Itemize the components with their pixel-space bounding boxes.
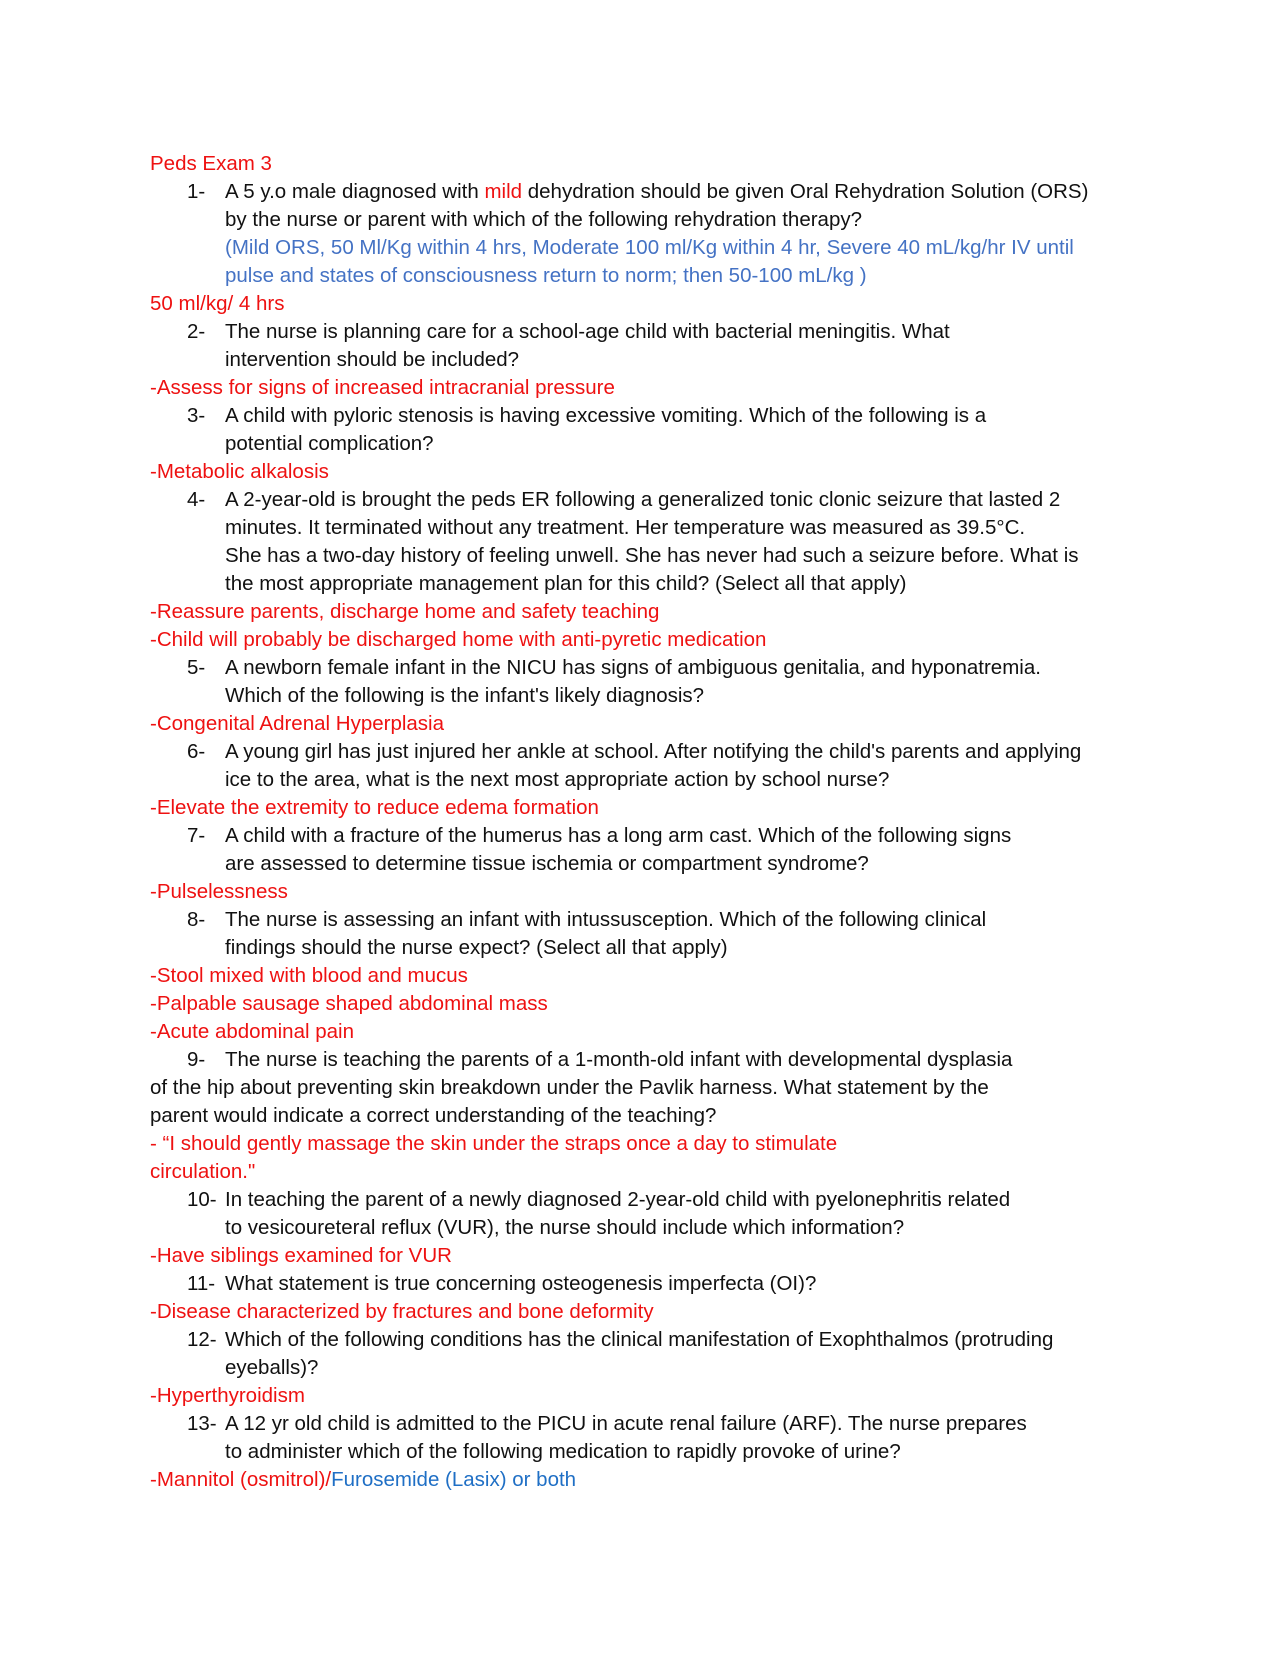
question-number: 8- xyxy=(187,908,206,931)
answer-3: -Metabolic alkalosis xyxy=(150,460,329,483)
question-13-line: to administer which of the following medication to rapidly provoke of urine? xyxy=(225,1440,901,1463)
question-9-line: The nurse is teaching the parents of a 1-month-old infant with developmental dysplasia xyxy=(225,1048,1013,1071)
answer-9-cont: circulation." xyxy=(150,1160,256,1183)
answer-13-blue: Furosemide (Lasix) or both xyxy=(331,1468,577,1491)
question-text: A 5 y.o male diagnosed with xyxy=(225,180,485,203)
question-number: 9- xyxy=(187,1048,206,1071)
question-11-line: What statement is true concerning osteogenesis imperfecta (OI)? xyxy=(225,1272,817,1295)
question-1-note: (Mild ORS, 50 Ml/Kg within 4 hrs, Moderate 100 ml/Kg within 4 hr, Severe 40 mL/kg/hr IV until xyxy=(225,236,1074,259)
question-9-line: of the hip about preventing skin breakdown under the Pavlik harness. What statement by the xyxy=(150,1076,989,1099)
question-2-line: intervention should be included? xyxy=(225,348,520,371)
answer-9: - “I should gently massage the skin under the straps once a day to stimulate xyxy=(150,1132,838,1155)
question-4-line: minutes. It terminated without any treatment. Her temperature was measured as 39.5°C. xyxy=(225,516,1026,539)
question-number: 13- xyxy=(187,1412,217,1435)
answer-1: 50 ml/kg/ 4 hrs xyxy=(150,292,285,315)
question-10-line: to vesicoureteral reflux (VUR), the nurse should include which information? xyxy=(225,1216,905,1239)
question-13-line: A 12 yr old child is admitted to the PICU in acute renal failure (ARF). The nurse prepares xyxy=(225,1412,1027,1435)
question-number: 7- xyxy=(187,824,206,847)
question-6-line: ice to the area, what is the next most appropriate action by school nurse? xyxy=(225,768,890,791)
question-5-line: A newborn female infant in the NICU has signs of ambiguous genitalia, and hyponatremia. xyxy=(225,656,1041,679)
question-1-note: pulse and states of consciousness return to norm; then 50-100 mL/kg ) xyxy=(225,264,867,287)
answer-8c: -Acute abdominal pain xyxy=(150,1020,354,1043)
question-12-line: eyeballs)? xyxy=(225,1356,319,1379)
answer-5: -Congenital Adrenal Hyperplasia xyxy=(150,712,445,735)
answer-4b: -Child will probably be discharged home with anti-pyretic medication xyxy=(150,628,767,651)
question-8-line: The nurse is assessing an infant with intussusception. Which of the following clinical xyxy=(225,908,987,931)
question-text: dehydration should be given Oral Rehydration Solution (ORS) xyxy=(522,180,1089,203)
question-number: 11- xyxy=(187,1272,216,1295)
question-1-line xyxy=(225,178,1088,206)
question-10-line: In teaching the parent of a newly diagnosed 2-year-old child with pyelonephritis related xyxy=(225,1188,1011,1211)
answer-8b: -Palpable sausage shaped abdominal mass xyxy=(150,992,548,1015)
question-number: 5- xyxy=(187,656,206,679)
question-number: 10- xyxy=(187,1188,217,1211)
question-number: 6- xyxy=(187,740,206,763)
answer-7: -Pulselessness xyxy=(150,880,288,903)
answer-13 xyxy=(150,1466,576,1494)
question-number: 2- xyxy=(187,320,206,343)
question-2-line: The nurse is planning care for a school-age child with bacterial meningitis. What xyxy=(225,320,950,343)
answer-2: -Assess for signs of increased intracranial pressure xyxy=(150,376,615,399)
question-9-line: parent would indicate a correct understanding of the teaching? xyxy=(150,1104,717,1127)
question-number: 12- xyxy=(187,1328,217,1351)
answer-8a: -Stool mixed with blood and mucus xyxy=(150,964,468,987)
answer-12: -Hyperthyroidism xyxy=(150,1384,305,1407)
question-7-line: A child with a fracture of the humerus has a long arm cast. Which of the following signs xyxy=(225,824,1012,847)
answer-11: -Disease characterized by fractures and bone deformity xyxy=(150,1300,654,1323)
answer-6: -Elevate the extremity to reduce edema formation xyxy=(150,796,599,819)
question-7-line: are assessed to determine tissue ischemia or compartment syndrome? xyxy=(225,852,869,875)
question-3-line: potential complication? xyxy=(225,432,434,455)
document-title: Peds Exam 3 xyxy=(150,152,272,175)
question-12-line: Which of the following conditions has the clinical manifestation of Exophthalmos (protruding xyxy=(225,1328,1054,1351)
answer-4a: -Reassure parents, discharge home and safety teaching xyxy=(150,600,660,623)
question-6-line: A young girl has just injured her ankle at school. After notifying the child's parents and applying xyxy=(225,740,1082,763)
question-number: 1- xyxy=(187,180,206,203)
question-8-line: findings should the nurse expect? (Select all that apply) xyxy=(225,936,728,959)
question-4-line: the most appropriate management plan for this child? (Select all that apply) xyxy=(225,572,907,595)
question-1-line: by the nurse or parent with which of the following rehydration therapy? xyxy=(225,208,863,231)
answer-10: -Have siblings examined for VUR xyxy=(150,1244,452,1267)
question-number: 4- xyxy=(187,488,206,511)
question-4-line: A 2-year-old is brought the peds ER following a generalized tonic clonic seizure that lasted 2 xyxy=(225,488,1061,511)
question-4-line: She has a two-day history of feeling unwell. She has never had such a seizure before. What is xyxy=(225,544,1079,567)
question-number: 3- xyxy=(187,404,206,427)
highlight-mild: mild xyxy=(484,180,523,203)
answer-13-red: -Mannitol (osmitrol)/ xyxy=(150,1468,332,1491)
question-3-line: A child with pyloric stenosis is having excessive vomiting. Which of the following is a xyxy=(225,404,987,427)
question-5-line: Which of the following is the infant's likely diagnosis? xyxy=(225,684,705,707)
